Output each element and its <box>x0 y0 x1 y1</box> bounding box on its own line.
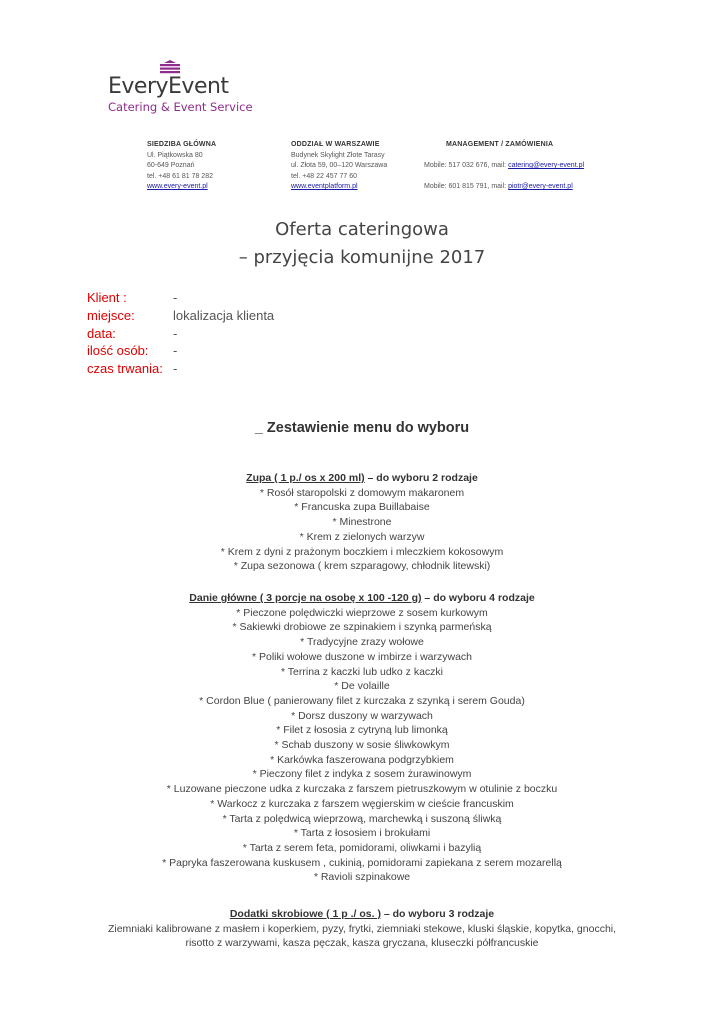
duration-row <box>87 360 274 378</box>
management-email1-link[interactable]: catering@every-event.pl <box>508 162 585 169</box>
management-mobile2: Mobile: 601 815 791, mail: <box>424 183 509 190</box>
menu-item: * Pieczony filet z indyka z sosem żurawinowym <box>252 768 472 781</box>
sides-heading <box>0 907 724 922</box>
mains-title: Danie główne ( 3 porcje na osobę x 100 -120 g) <box>189 592 422 604</box>
menu-item: * Minestrone <box>332 516 392 529</box>
branch-phone: tel. +48 22 457 77 60 <box>291 172 357 180</box>
date-row <box>87 325 274 343</box>
location-row <box>87 307 274 325</box>
menu-item: * Tarta z łososiem i brokułami <box>293 827 431 840</box>
menu-mains <box>0 591 724 885</box>
menu-item: * De volaille <box>334 680 390 693</box>
document-subtitle: – przyjęcia komunijne 2017 <box>238 247 486 268</box>
mains-heading <box>0 591 724 606</box>
menu-item: * Ravioli szpinakowe <box>313 871 411 884</box>
menu-item: * Zupa sezonowa ( krem szparagowy, chłodnik litewski) <box>233 560 491 573</box>
date-label: data: <box>87 325 116 341</box>
document-title: Oferta cateringowa <box>275 219 449 240</box>
menu-item: * Poliki wołowe duszone w imbirze i warzywach <box>252 650 472 663</box>
menu-item: * Pieczone polędwiczki wieprzowe z sosem kurkowym <box>236 606 488 619</box>
sides-title: Dodatki skrobiowe ( 1 p ./ os. ) <box>229 908 381 920</box>
client-label: Klient : <box>87 290 127 305</box>
branch-address-line2: ul. Złota 59, 00–120 Warszawa <box>291 162 388 169</box>
house-stripes-icon <box>158 60 182 74</box>
mains-note: – do wyboru 4 rodzaje <box>421 592 535 604</box>
hq-heading: SIEDZIBA GŁÓWNA <box>147 141 217 148</box>
client-value: - <box>173 290 178 305</box>
menu-item: * Schab duszony w sosie śliwkowkym <box>274 739 450 752</box>
branch-website-link[interactable]: www.eventplatform.pl <box>291 183 358 190</box>
management-mobile1: Mobile: 517 032 676, mail: <box>424 162 509 169</box>
client-info <box>87 289 274 378</box>
guests-row <box>87 342 274 360</box>
hq-address-line2: 60-649 Poznań <box>147 162 195 169</box>
menu-item: Ziemniaki kalibrowane z masłem i koperkiem, pyzy, frytki, ziemniaki stekowe, kluski śląskie, kopytka, gnocchi, <box>107 922 617 935</box>
branch-address-line1: Budynek Skylight Złote Tarasy <box>291 151 385 159</box>
menu-section-heading: _ Zestawienie menu do wyboru <box>254 420 470 436</box>
hq-website-link[interactable]: www.every-event.pl <box>147 183 208 190</box>
sides-note: – do wyboru 3 rodzaje <box>380 908 495 920</box>
brand-name: EveryEvent <box>108 74 229 99</box>
menu-item: * Dorsz duszony w warzywach <box>291 709 433 722</box>
menu-item: * Tradycyjne zrazy wołowe <box>300 636 424 649</box>
guests-label: ilość osób: <box>87 343 149 359</box>
menu-item: * Cordon Blue ( panierowany filet z kurczaka z szynką i serem Gouda) <box>199 694 525 707</box>
menu-item: * Sakiewki drobiowe ze szpinakiem i szynką parmeńską <box>232 621 492 634</box>
menu-item: * Tarta z polędwicą wieprzową, marchewką i suszoną śliwką <box>222 812 502 825</box>
menu-sides <box>0 907 724 951</box>
duration-value: - <box>173 361 178 377</box>
menu-item: * Papryka faszerowana kuskusem , cukinią, pomidorami zapiekana z serem mozarellą <box>162 856 562 869</box>
menu-item: * Rosół staropolski z domowym makaronem <box>259 486 465 499</box>
menu-item: * Francuska zupa Buillabaise <box>294 501 430 514</box>
company-logo <box>108 60 253 120</box>
date-value: - <box>173 325 178 341</box>
location-label: miejsce: <box>87 307 135 323</box>
management-line2 <box>424 182 584 193</box>
management-email2-link[interactable]: piotr@every-event.pl <box>508 183 573 190</box>
menu-item: * Tarta z serem feta, pomidorami, oliwkami i bazylią <box>242 841 482 854</box>
location-value: lokalizacja klienta <box>173 307 275 323</box>
menu-item: * Terrina z kaczki lub udko z kaczki <box>280 665 444 678</box>
soup-title: Zupa ( 1 p./ os x 200 ml) <box>246 472 365 484</box>
branch-heading: ODDZIAŁ W WARSZAWIE <box>291 141 380 148</box>
contact-branch <box>291 140 387 193</box>
hq-phone: tel. +48 61 81 78 282 <box>147 172 213 180</box>
menu-item: * Karkówka faszerowana podgrzybkiem <box>270 753 454 766</box>
guests-value: - <box>173 343 178 359</box>
contact-headquarters <box>147 140 216 193</box>
management-heading: MANAGEMENT / ZAMÓWIENIA <box>446 141 554 148</box>
menu-item: * Luzowane pieczone udka z kurczaka z farszem pietruszkowym w otulinie z boczku <box>166 783 558 796</box>
menu-item: * Krem z dyni z prażonym boczkiem i mleczkiem kokosowym <box>220 545 504 558</box>
brand-tagline: Catering & Event Service <box>108 100 253 114</box>
soup-note: – do wyboru 2 rodzaje <box>364 472 478 484</box>
duration-label: czas trwania: <box>87 361 163 377</box>
menu-item: * Filet z łososia z cytryną lub limonką <box>276 724 448 737</box>
menu-item: * Krem z zielonych warzyw <box>299 530 425 543</box>
soup-heading <box>0 471 724 486</box>
contact-management <box>424 140 584 193</box>
client-row <box>87 289 274 307</box>
menu-soup <box>0 471 724 574</box>
menu-item: * Warkocz z kurczaka z farszem węgierskim w cieście francuskim <box>210 797 514 810</box>
management-line1 <box>424 161 584 172</box>
hq-address-line1: Ul. Piątkowska 80 <box>147 151 203 159</box>
menu-item: risotto z warzywami, kasza pęczak, kasza gryczana, kluseczki półfrancuskie <box>185 937 539 950</box>
